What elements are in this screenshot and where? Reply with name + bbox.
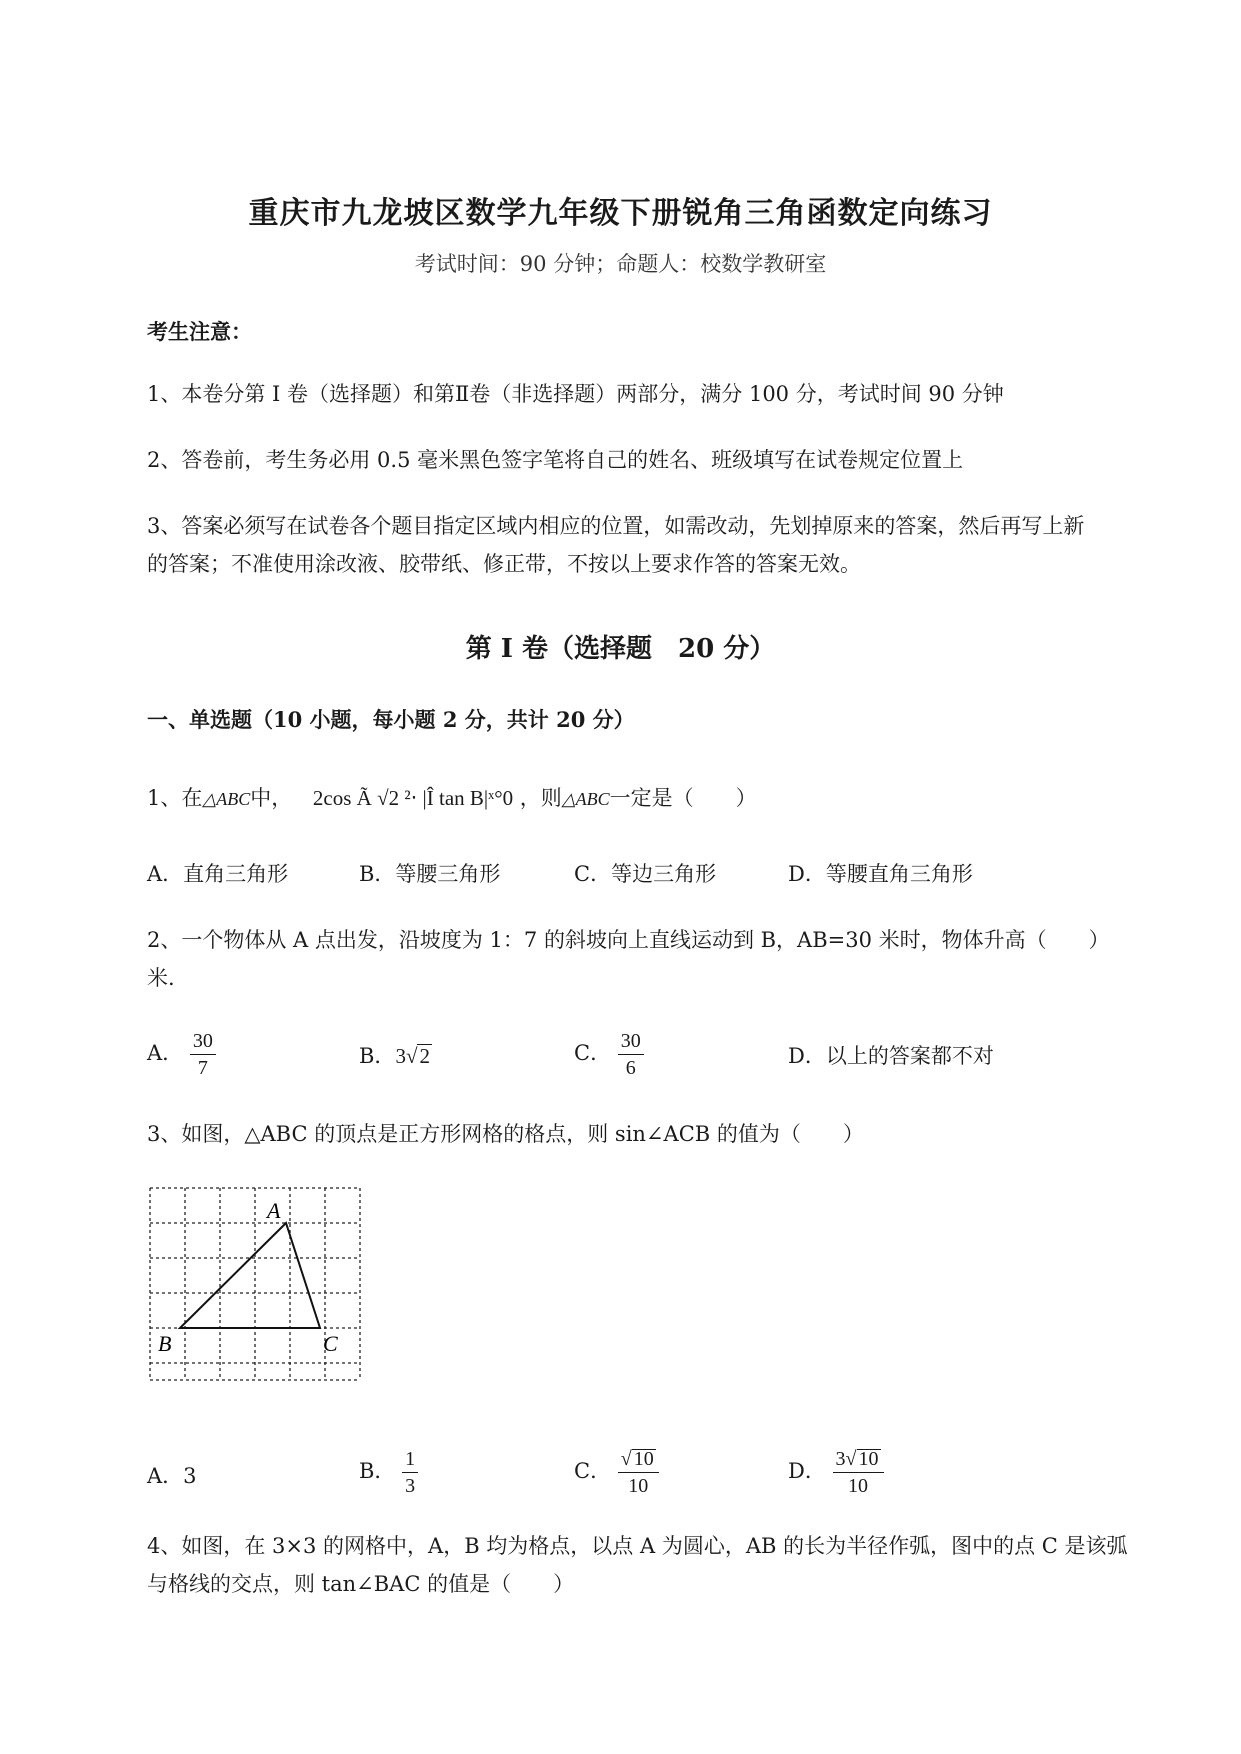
q3-option-c-label: C． bbox=[574, 1459, 612, 1483]
q2-option-b-label: B． bbox=[359, 1044, 396, 1068]
q1-triangle-2: △ABC bbox=[561, 789, 610, 809]
denominator: 3 bbox=[405, 1475, 416, 1497]
denominator: 10 bbox=[848, 1475, 869, 1497]
numerator: 30 bbox=[618, 1028, 644, 1055]
radical-sign: √ bbox=[845, 1448, 857, 1470]
q2-option-c-label: C． bbox=[574, 1041, 612, 1065]
coefficient: 3 bbox=[835, 1448, 846, 1470]
q3-option-b-fraction bbox=[402, 1446, 418, 1499]
part-heading: 一、单选题（10 小题，每小题 2 分，共计 20 分） bbox=[147, 707, 635, 732]
page-title: 重庆市九龙坡区数学九年级下册锐角三角函数定向练习 bbox=[248, 196, 993, 231]
q1-suffix: ，则 bbox=[519, 786, 562, 810]
numerator: 1 bbox=[402, 1446, 418, 1473]
notice-item-3-cont: 的答案；不准使用涂改液、胶带纸、修正带，不按以上要求作答的答案无效。 bbox=[147, 552, 861, 576]
q1-option-d[interactable]: D．等腰直角三角形 bbox=[788, 862, 973, 886]
q1-option-b[interactable]: B．等腰三角形 bbox=[359, 862, 501, 886]
question-2: 2、一个物体从 A 点出发，沿坡度为 1：7 的斜坡向上直线运动到 B，AB=30 米时，物体升高（ ） bbox=[147, 928, 1110, 952]
q2-option-b[interactable] bbox=[359, 1040, 432, 1070]
question-1 bbox=[147, 782, 757, 812]
question-2-cont: 米. bbox=[147, 966, 175, 990]
q1-formula: 2cos Ã √2 ²‧ |Î tan B|ˣ°0 bbox=[312, 786, 514, 810]
q3-option-d-label: D． bbox=[788, 1459, 826, 1483]
question-4: 4、如图，在 3×3 的网格中，A，B 均为格点，以点 A 为圆心，AB 的长为半径作弧，图中的点 C 是该弧 bbox=[147, 1534, 1128, 1558]
notice-item-3: 3、答案必须写在试卷各个题目指定区域内相应的位置，如需改动，先划掉原来的答案，然后再写上新 bbox=[147, 514, 1085, 538]
q3-option-b[interactable] bbox=[359, 1446, 418, 1499]
radical-sign: √ bbox=[620, 1448, 632, 1470]
vertex-label-b: B bbox=[158, 1331, 172, 1356]
q2-option-b-radicand: 2 bbox=[419, 1044, 430, 1068]
q3-option-b-label: B． bbox=[359, 1459, 396, 1483]
denominator: 6 bbox=[625, 1057, 636, 1079]
radicand: 10 bbox=[633, 1448, 654, 1470]
q3-option-c-fraction bbox=[618, 1446, 659, 1499]
q1-prefix: 1、在 bbox=[147, 786, 203, 810]
question-4-cont: 与格线的交点，则 tan∠BAC 的值是（ ） bbox=[147, 1572, 575, 1596]
section-title: 第 I 卷（选择题 20 分） bbox=[465, 634, 776, 664]
q2-option-c-fraction bbox=[618, 1028, 644, 1081]
q3-option-d[interactable] bbox=[788, 1446, 884, 1499]
q1-option-a[interactable]: A．直角三角形 bbox=[147, 862, 289, 886]
numerator bbox=[833, 1446, 884, 1473]
vertex-label-c: C bbox=[323, 1331, 338, 1356]
notice-heading: 考生注意： bbox=[147, 319, 252, 344]
q1-mid: 中， bbox=[250, 786, 293, 810]
denominator: 10 bbox=[628, 1475, 649, 1497]
q1-end: 一定是（ ） bbox=[609, 786, 757, 810]
radical-sign: √ bbox=[405, 1044, 418, 1068]
triangle-abc bbox=[180, 1223, 320, 1328]
numerator bbox=[618, 1446, 659, 1473]
q2-option-a-label: A． bbox=[147, 1041, 184, 1065]
notice-item-2: 2、答卷前，考生务必用 0.5 毫米黑色签字笔将自己的姓名、班级填写在试卷规定位置上 bbox=[147, 448, 964, 472]
q2-option-c[interactable] bbox=[574, 1028, 644, 1081]
q1-triangle: △ABC bbox=[202, 789, 251, 809]
q3-option-c[interactable] bbox=[574, 1446, 659, 1499]
notice-item-1: 1、本卷分第 I 卷（选择题）和第Ⅱ卷（非选择题）两部分，满分 100 分，考试时间 90 分钟 bbox=[147, 382, 1004, 406]
q2-option-a-fraction bbox=[190, 1028, 216, 1081]
q3-option-d-fraction bbox=[833, 1446, 884, 1499]
numerator: 30 bbox=[190, 1028, 216, 1055]
q1-option-c[interactable]: C．等边三角形 bbox=[574, 862, 717, 886]
q3-grid-figure bbox=[140, 1180, 372, 1390]
q3-option-a[interactable]: A．3 bbox=[147, 1464, 197, 1488]
radicand: 10 bbox=[858, 1448, 879, 1470]
q2-option-a[interactable] bbox=[147, 1028, 216, 1081]
question-3: 3、如图，△ABC 的顶点是正方形网格的格点，则 sin∠ACB 的值为（ ） bbox=[147, 1122, 864, 1146]
denominator: 7 bbox=[197, 1057, 208, 1079]
q2-option-d[interactable]: D．以上的答案都不对 bbox=[788, 1044, 994, 1068]
exam-info: 考试时间：90 分钟；命题人：校数学教研室 bbox=[414, 252, 827, 276]
q2-option-b-coef: 3 bbox=[395, 1044, 406, 1068]
vertex-label-a: A bbox=[267, 1198, 281, 1223]
